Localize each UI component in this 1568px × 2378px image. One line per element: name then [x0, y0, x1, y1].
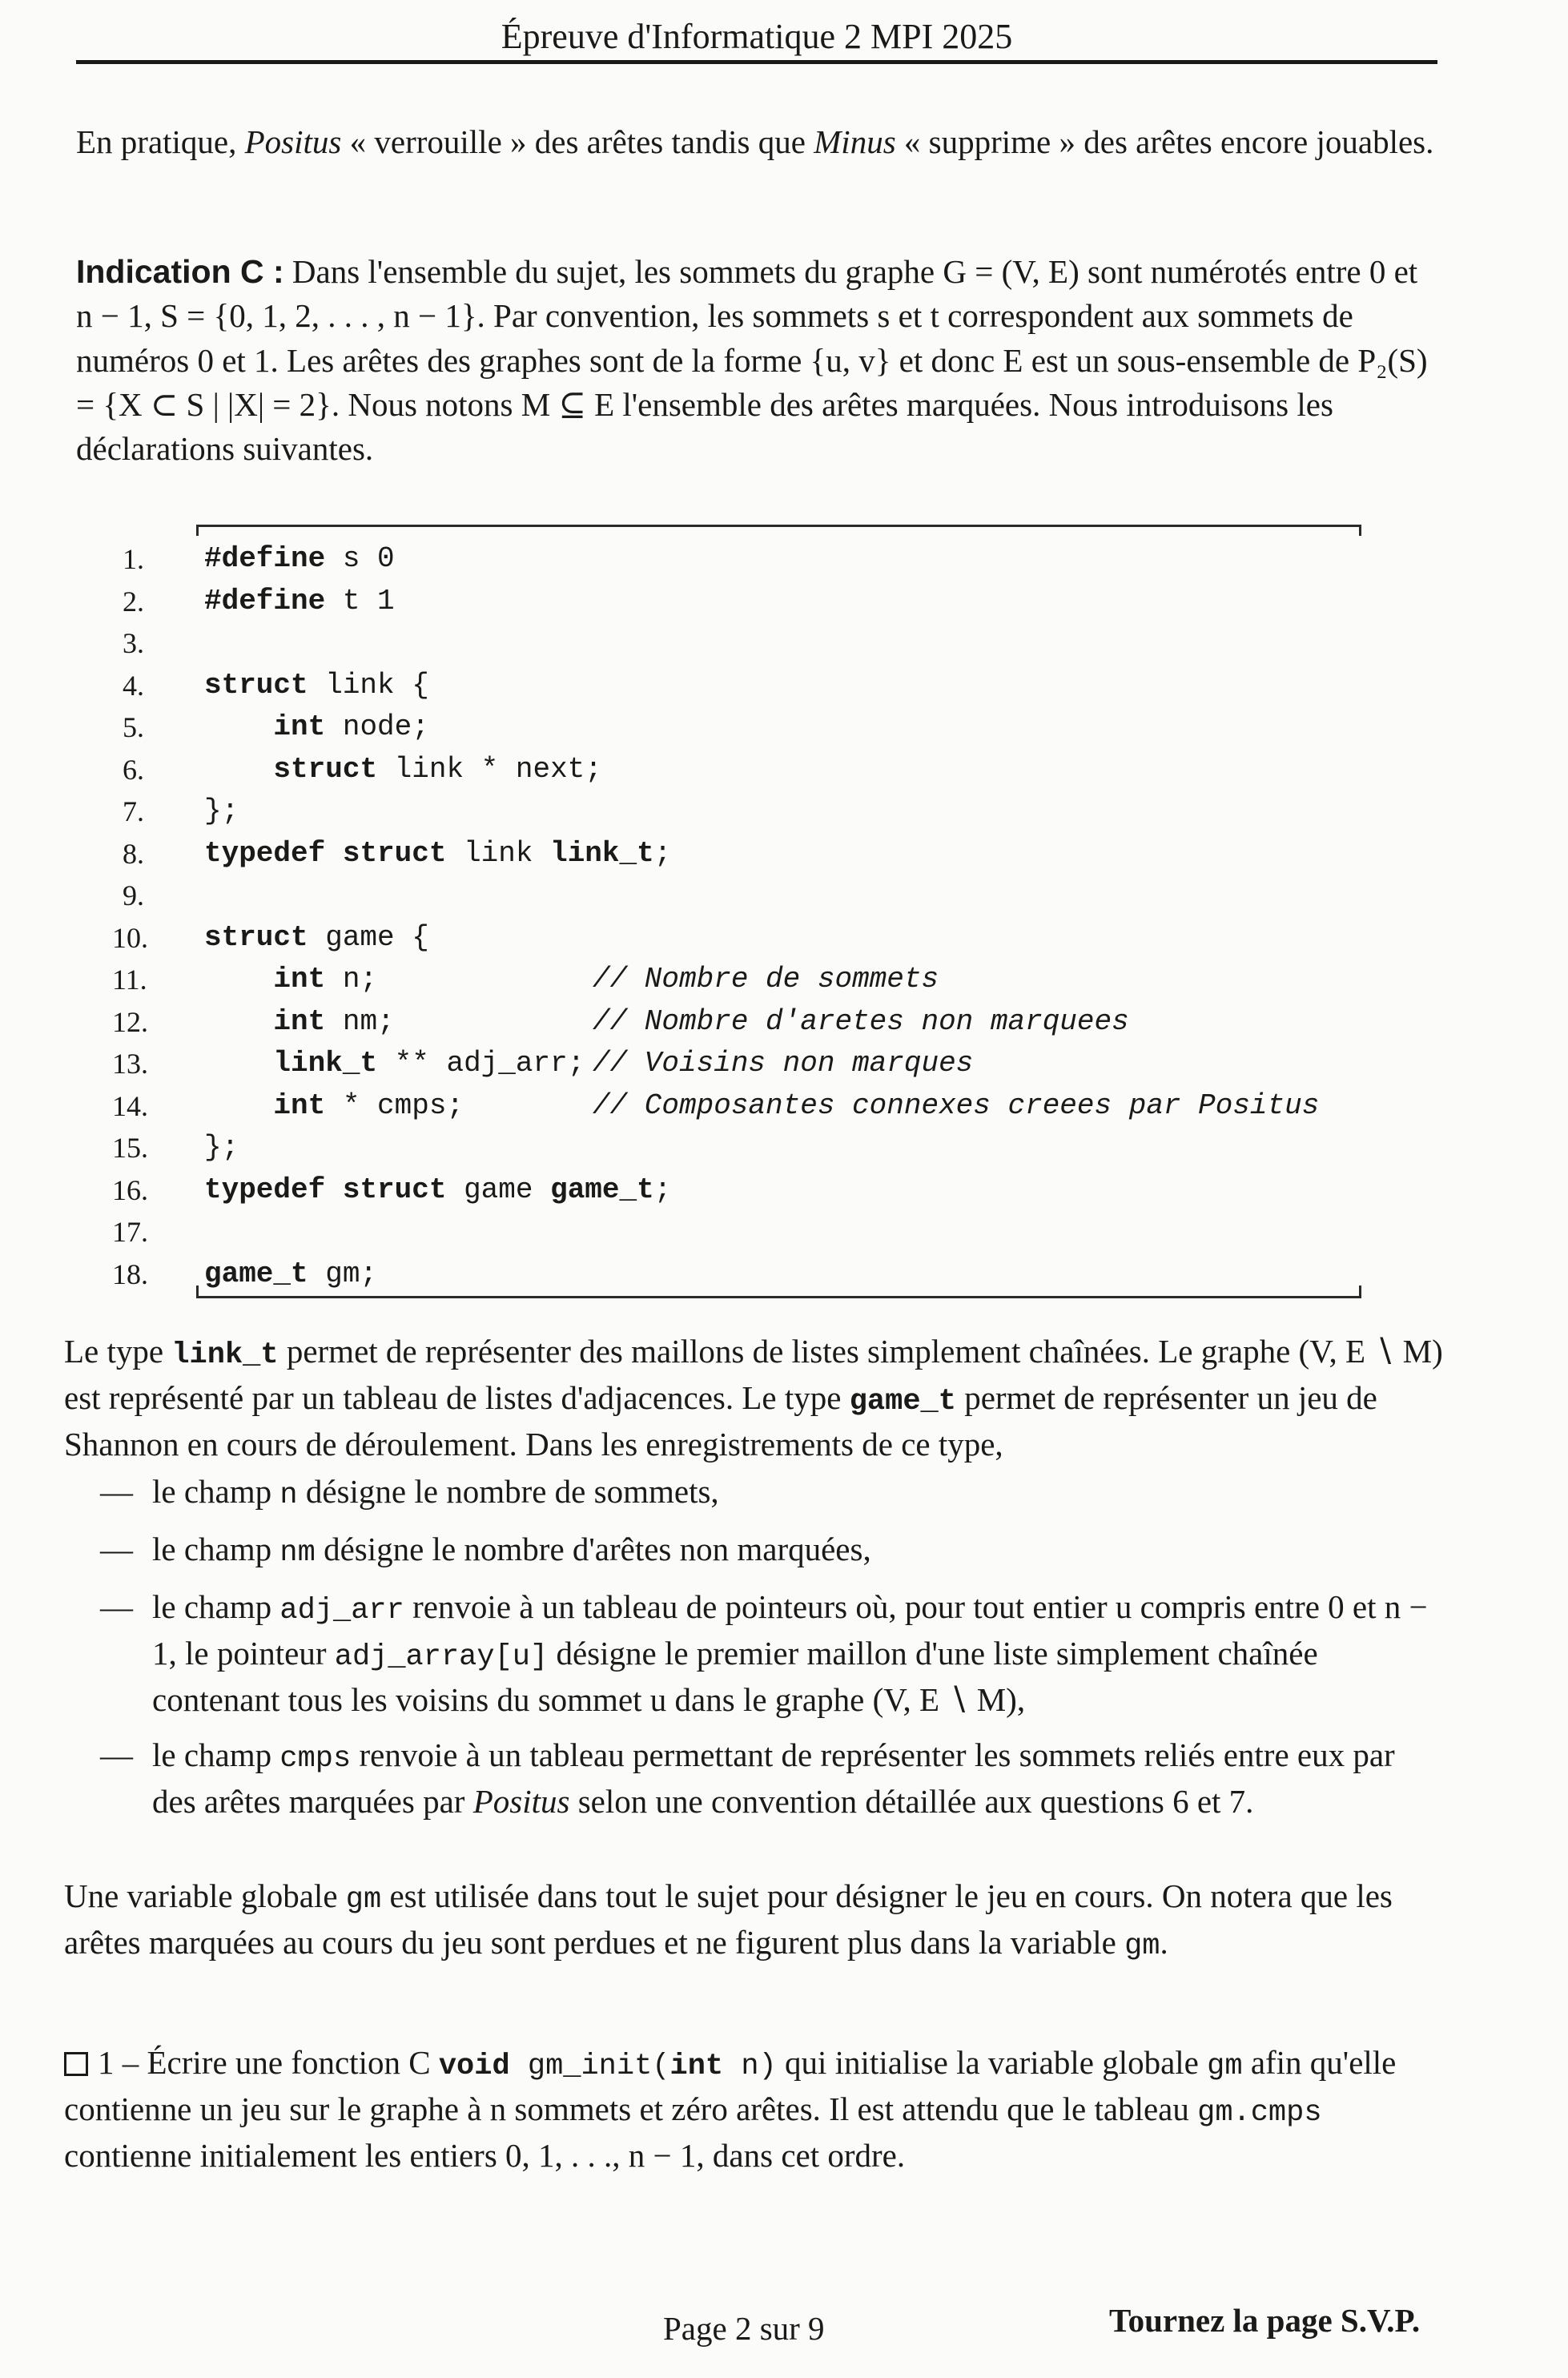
line-number: 11. [112, 964, 147, 996]
code-frame-corner [1359, 525, 1361, 536]
question-number: 1 [98, 2044, 115, 2081]
code-text: #define t 1 [204, 584, 395, 618]
code-frame-corner [196, 525, 199, 536]
text: le champ [152, 1736, 280, 1774]
code-inline: adj_arr [279, 1593, 404, 1628]
code-line [112, 1043, 1393, 1085]
line-number: 17. [112, 1216, 148, 1248]
paragraph-types [64, 1330, 1445, 1467]
text: renvoie à un tableau de pointeurs où, pour tout entier u compris entre 0 et n − 1, le pointeur [152, 1587, 1428, 1672]
code-inline: n [279, 1479, 298, 1512]
text: qui initialise la variable globale [776, 2044, 1208, 2081]
code-text: struct link { [204, 668, 429, 702]
code-comment: // Composantes connexes creees par Positus [593, 1088, 1320, 1122]
line-number: 2. [123, 585, 144, 618]
paragraph-practice [76, 120, 1437, 164]
text: le champ [152, 1473, 280, 1510]
line-number: 10. [112, 921, 148, 954]
page-number: Page 2 sur 9 [663, 2310, 825, 2347]
indication-c [76, 250, 1437, 472]
text: le champ [152, 1530, 280, 1567]
code-line [112, 875, 1393, 917]
code-listing [112, 521, 1393, 1306]
positus-name: Positus [244, 123, 342, 160]
text: renvoie à un tableau permettant de représenter les sommets reliés entre eux par des arêtes marquées par [152, 1736, 1395, 1821]
code-keyword: int [669, 2050, 724, 2083]
code-line [112, 1169, 1393, 1212]
code-text: }; [204, 1131, 239, 1164]
line-number: 16. [112, 1173, 148, 1206]
code-line [112, 1127, 1393, 1169]
list-item [64, 1527, 1445, 1574]
dash-bullet: — [100, 1473, 133, 1510]
field-list [64, 1470, 1445, 1835]
code-inline: link_t [171, 1338, 279, 1372]
code-text: link_t ** adj_arr; [273, 1047, 585, 1080]
question-checkbox[interactable] [64, 2052, 88, 2076]
code-text: int node; [273, 710, 429, 743]
code-line [112, 706, 1393, 749]
code-inline: gm [1124, 1929, 1160, 1963]
code-inline: gm [345, 1883, 382, 1917]
list-item [64, 1733, 1445, 1824]
line-number: 6. [123, 753, 144, 786]
code-text: int * cmps; [273, 1088, 464, 1122]
code-line [112, 665, 1393, 707]
line-number: 13. [112, 1048, 148, 1080]
line-number: 8. [123, 837, 144, 870]
text: contienne initialement les entiers 0, 1, . . ., n − 1, dans cet ordre. [64, 2136, 906, 2174]
line-number: 5. [123, 711, 144, 743]
indication-text: Dans l'ensemble du sujet, les sommets du graphe G = (V, E) sont numérotés entre 0 et n − 1, S = {0, 1, 2, . . . , n − 1}. Par convention, les sommets s et t correspondent aux sommets de numéros 0 et 1. Les arêtes des graphes sont de la forme {u, v} et donc E est un sous-ensemble de P₂(S) = {X ⊂ S | |X| = 2}. Nous notons M ⊆ E l'ensemble des arêtes marquées. Nous introduisons les déclarations suivantes. [76, 253, 1428, 468]
code-line [112, 1085, 1393, 1128]
code-inline: n) [723, 2050, 777, 2083]
minus-name: Minus [814, 123, 896, 160]
code-inline: gm_init( [509, 2050, 670, 2083]
text: permet de représenter des maillons de listes simplement chaînées. Le graphe (V, E ∖ M) est représenté par un tableau de listes d'adjacences. Le type [64, 1333, 1443, 1416]
code-line [112, 959, 1393, 1001]
code-text: typedef struct game game_t; [204, 1173, 672, 1206]
dash-bullet: — [100, 1587, 133, 1625]
line-number: 7. [123, 795, 144, 827]
code-line [112, 581, 1393, 623]
code-inline: nm [279, 1535, 316, 1570]
dash-bullet: — [100, 1530, 133, 1567]
code-keyword: void [438, 2050, 510, 2083]
code-text: game_t gm; [204, 1257, 378, 1290]
text: Une variable globale [64, 1877, 346, 1914]
line-number: 3. [123, 627, 144, 659]
code-text: }; [204, 795, 239, 827]
line-number: 4. [123, 669, 144, 702]
text: afin qu'elle contienne un jeu sur le graphe à n sommets et zéro arêtes. Il est attendu que le tableau [64, 2044, 1397, 2127]
text: Le type [64, 1333, 172, 1370]
line-number: 12. [112, 1005, 148, 1038]
code-line [112, 1253, 1393, 1296]
line-number: 18. [112, 1257, 148, 1290]
code-inline: gm.cmps [1197, 2095, 1322, 2130]
text: permet de représenter un jeu de Shannon en cours de déroulement. Dans les enregistrements de ce type, [64, 1378, 1377, 1463]
text: est utilisée dans tout le sujet pour désigner le jeu en cours. On notera que les arêtes marquées au cours du jeu sont perdues et ne figurent plus dans la variable [64, 1877, 1393, 1961]
text: le champ [152, 1587, 280, 1625]
text: . [1160, 1923, 1168, 1961]
code-inline: adj_array[u] [334, 1640, 549, 1674]
dash-bullet: — [100, 1736, 133, 1774]
line-number: 9. [123, 879, 144, 911]
code-line [112, 791, 1393, 833]
text: En pratique, [76, 123, 245, 160]
paragraph-global-variable [64, 1874, 1445, 1967]
header-rule [76, 60, 1437, 64]
code-inline: cmps [279, 1742, 352, 1776]
code-line [112, 833, 1393, 875]
line-number: 15. [112, 1132, 148, 1164]
code-line [112, 622, 1393, 665]
code-inline: game_t [849, 1384, 956, 1418]
page-header: Épreuve d'Informatique 2 MPI 2025 [501, 17, 1013, 56]
code-text: struct link * next; [273, 752, 602, 786]
code-text: #define s 0 [204, 542, 395, 575]
code-line [112, 917, 1393, 960]
code-line [112, 1001, 1393, 1044]
question-1 [64, 2041, 1445, 2178]
code-frame-bottom [196, 1296, 1361, 1298]
text: désigne le nombre de sommets, [297, 1473, 719, 1510]
text: « supprime » des arêtes encore jouables. [895, 123, 1434, 160]
code-text: int nm; [273, 1004, 395, 1038]
list-item [64, 1585, 1445, 1722]
code-frame-top [196, 525, 1361, 527]
code-line [112, 749, 1393, 791]
code-text: typedef struct link link_t; [204, 836, 672, 870]
list-item [64, 1470, 1445, 1516]
code-lines [112, 538, 1393, 1295]
code-text: int n; [273, 963, 378, 996]
code-comment: // Nombre de sommets [593, 963, 939, 996]
turn-page-note: Tournez la page S.V.P. [1109, 2302, 1421, 2339]
positus-name: Positus [472, 1783, 570, 1821]
line-number: 1. [123, 543, 144, 575]
code-comment: // Nombre d'aretes non marquees [593, 1004, 1129, 1038]
text: désigne le premier maillon d'une liste simplement chaînée contenant tous les voisins du sommet u dans le graphe (V, E ∖ M), [152, 1634, 1318, 1718]
line-number: 14. [112, 1089, 148, 1122]
text: « verrouille » des arêtes tandis que [341, 123, 814, 160]
code-comment: // Voisins non marques [593, 1047, 974, 1080]
code-text: struct game { [204, 920, 429, 954]
code-frame-corner [196, 1286, 199, 1297]
code-frame-corner [1359, 1286, 1361, 1297]
indication-label: Indication C : [76, 253, 284, 290]
code-line [112, 1211, 1393, 1253]
code-inline: gm [1207, 2050, 1243, 2083]
text: – Écrire une fonction C [114, 2044, 439, 2081]
code-line [112, 538, 1393, 581]
text: selon une convention détaillée aux questions 6 et 7. [569, 1783, 1254, 1821]
text: désigne le nombre d'arêtes non marquées, [315, 1530, 871, 1567]
